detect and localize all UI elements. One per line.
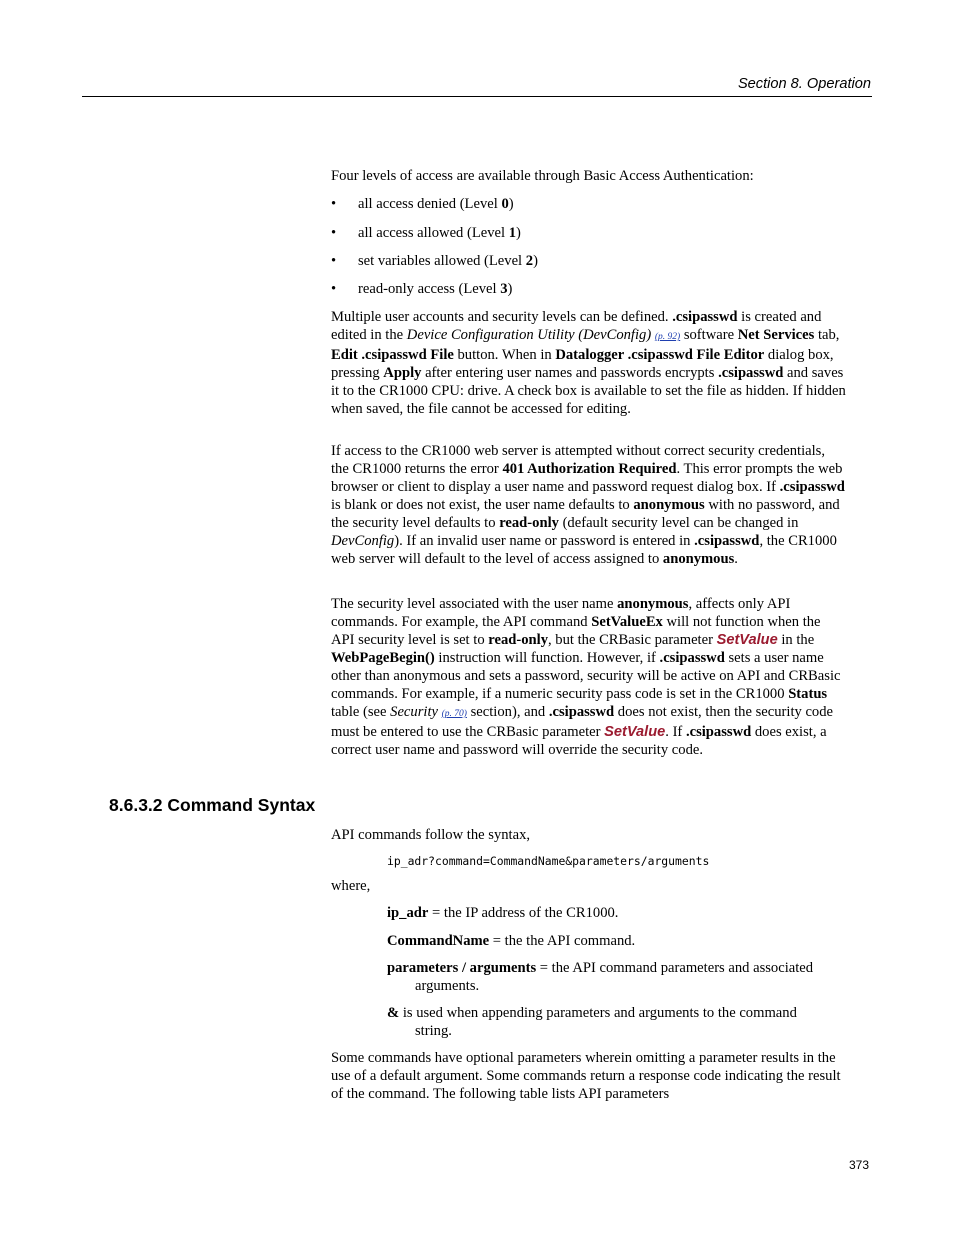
- paragraph-authorization: If access to the CR1000 web server is attempted without correct security credentials, the CR1000 returns the error 401 Authorization Required. This error prompts the web browser or client to display a user name and password request dialog box. If .csipasswd is blank or does not exist, the user name defaults to anonymous with no password, and the security level defaults to read-only (default security level can be changed in DevConfig). If an invalid user name or password is entered in .csipasswd, the CR1000 web server will default to the level of access assigned to anonymous.: [331, 443, 845, 567]
- syntax-line: ip_adr?command=CommandName&parameters/arguments: [387, 854, 710, 868]
- api-intro: API commands follow the syntax,: [331, 827, 531, 843]
- header-rule: [82, 96, 872, 97]
- paragraph-security-level: The security level associated with the user name anonymous, affects only API commands. For example, the API command SetValueEx will not function when the API security level is set to read-only, but the CRBasic parameter SetValue in the WebPageBegin() instruction will function. However, if .csipasswd sets a user name other than anonymous and sets a password, security will be active on API and CRBasic commands. For example, if a numeric security pass code is set in the CR1000 Status table (see Security (p. 70) section), and .csipasswd does not exist, then the security code must be entered to use the CRBasic parameter SetValue. If .csipasswd does exist, a correct user name and password will override the security code.: [331, 596, 841, 758]
- list-item: • read-only access (Level 3): [331, 281, 513, 297]
- page-reference-link[interactable]: (p. 70): [441, 709, 467, 719]
- list-item: • all access allowed (Level 1): [331, 225, 521, 241]
- intro-paragraph: Four levels of access are available through Basic Access Authentication:: [331, 168, 754, 184]
- definition-item: & is used when appending parameters and arguments to the command string.: [387, 1005, 797, 1039]
- final-paragraph: Some commands have optional parameters wherein omitting a parameter results in the use of a default argument. Some commands return a response code indicating the result of the command. The following table lists API parameters: [331, 1050, 841, 1102]
- list-item: • all access denied (Level 0): [331, 196, 514, 212]
- definition-item: CommandName = the the API command.: [387, 933, 636, 949]
- definition-item: parameters / arguments = the API command parameters and associated arguments.: [387, 960, 814, 994]
- definition-item: ip_adr = the IP address of the CR1000.: [387, 905, 619, 921]
- page-reference-link[interactable]: (p. 92): [654, 332, 681, 342]
- section-heading: 8.6.3.2 Command Syntax: [109, 795, 316, 815]
- crbasic-keyword: SetValue: [716, 632, 778, 648]
- page-number: 373: [848, 1158, 869, 1172]
- bullet-icon: •: [331, 281, 337, 297]
- bullet-icon: •: [331, 253, 337, 269]
- bullet-icon: •: [331, 225, 337, 241]
- crbasic-keyword: SetValue: [604, 724, 666, 740]
- bullet-list: [331, 195, 846, 298]
- list-item: • set variables allowed (Level 2): [331, 253, 538, 269]
- where-label: where,: [331, 878, 371, 894]
- bullet-icon: •: [331, 196, 337, 212]
- running-header: Section 8. Operation: [737, 76, 871, 92]
- paragraph-csipasswd: Multiple user accounts and security levels can be defined. .csipasswd is created and edited in the Device Configuration Utility (DevConfig) (p. 92) software Net Services tab, Edit .csipasswd File button. When in Datalogger .csipasswd File Editor dialog box, pressing Apply after entering user names and passwords encrypts .csipasswd and saves it to the CR1000 CPU: drive. A check box is available to set the file as hidden. If hidden when saved, the file cannot be accessed for editing.: [331, 309, 846, 417]
